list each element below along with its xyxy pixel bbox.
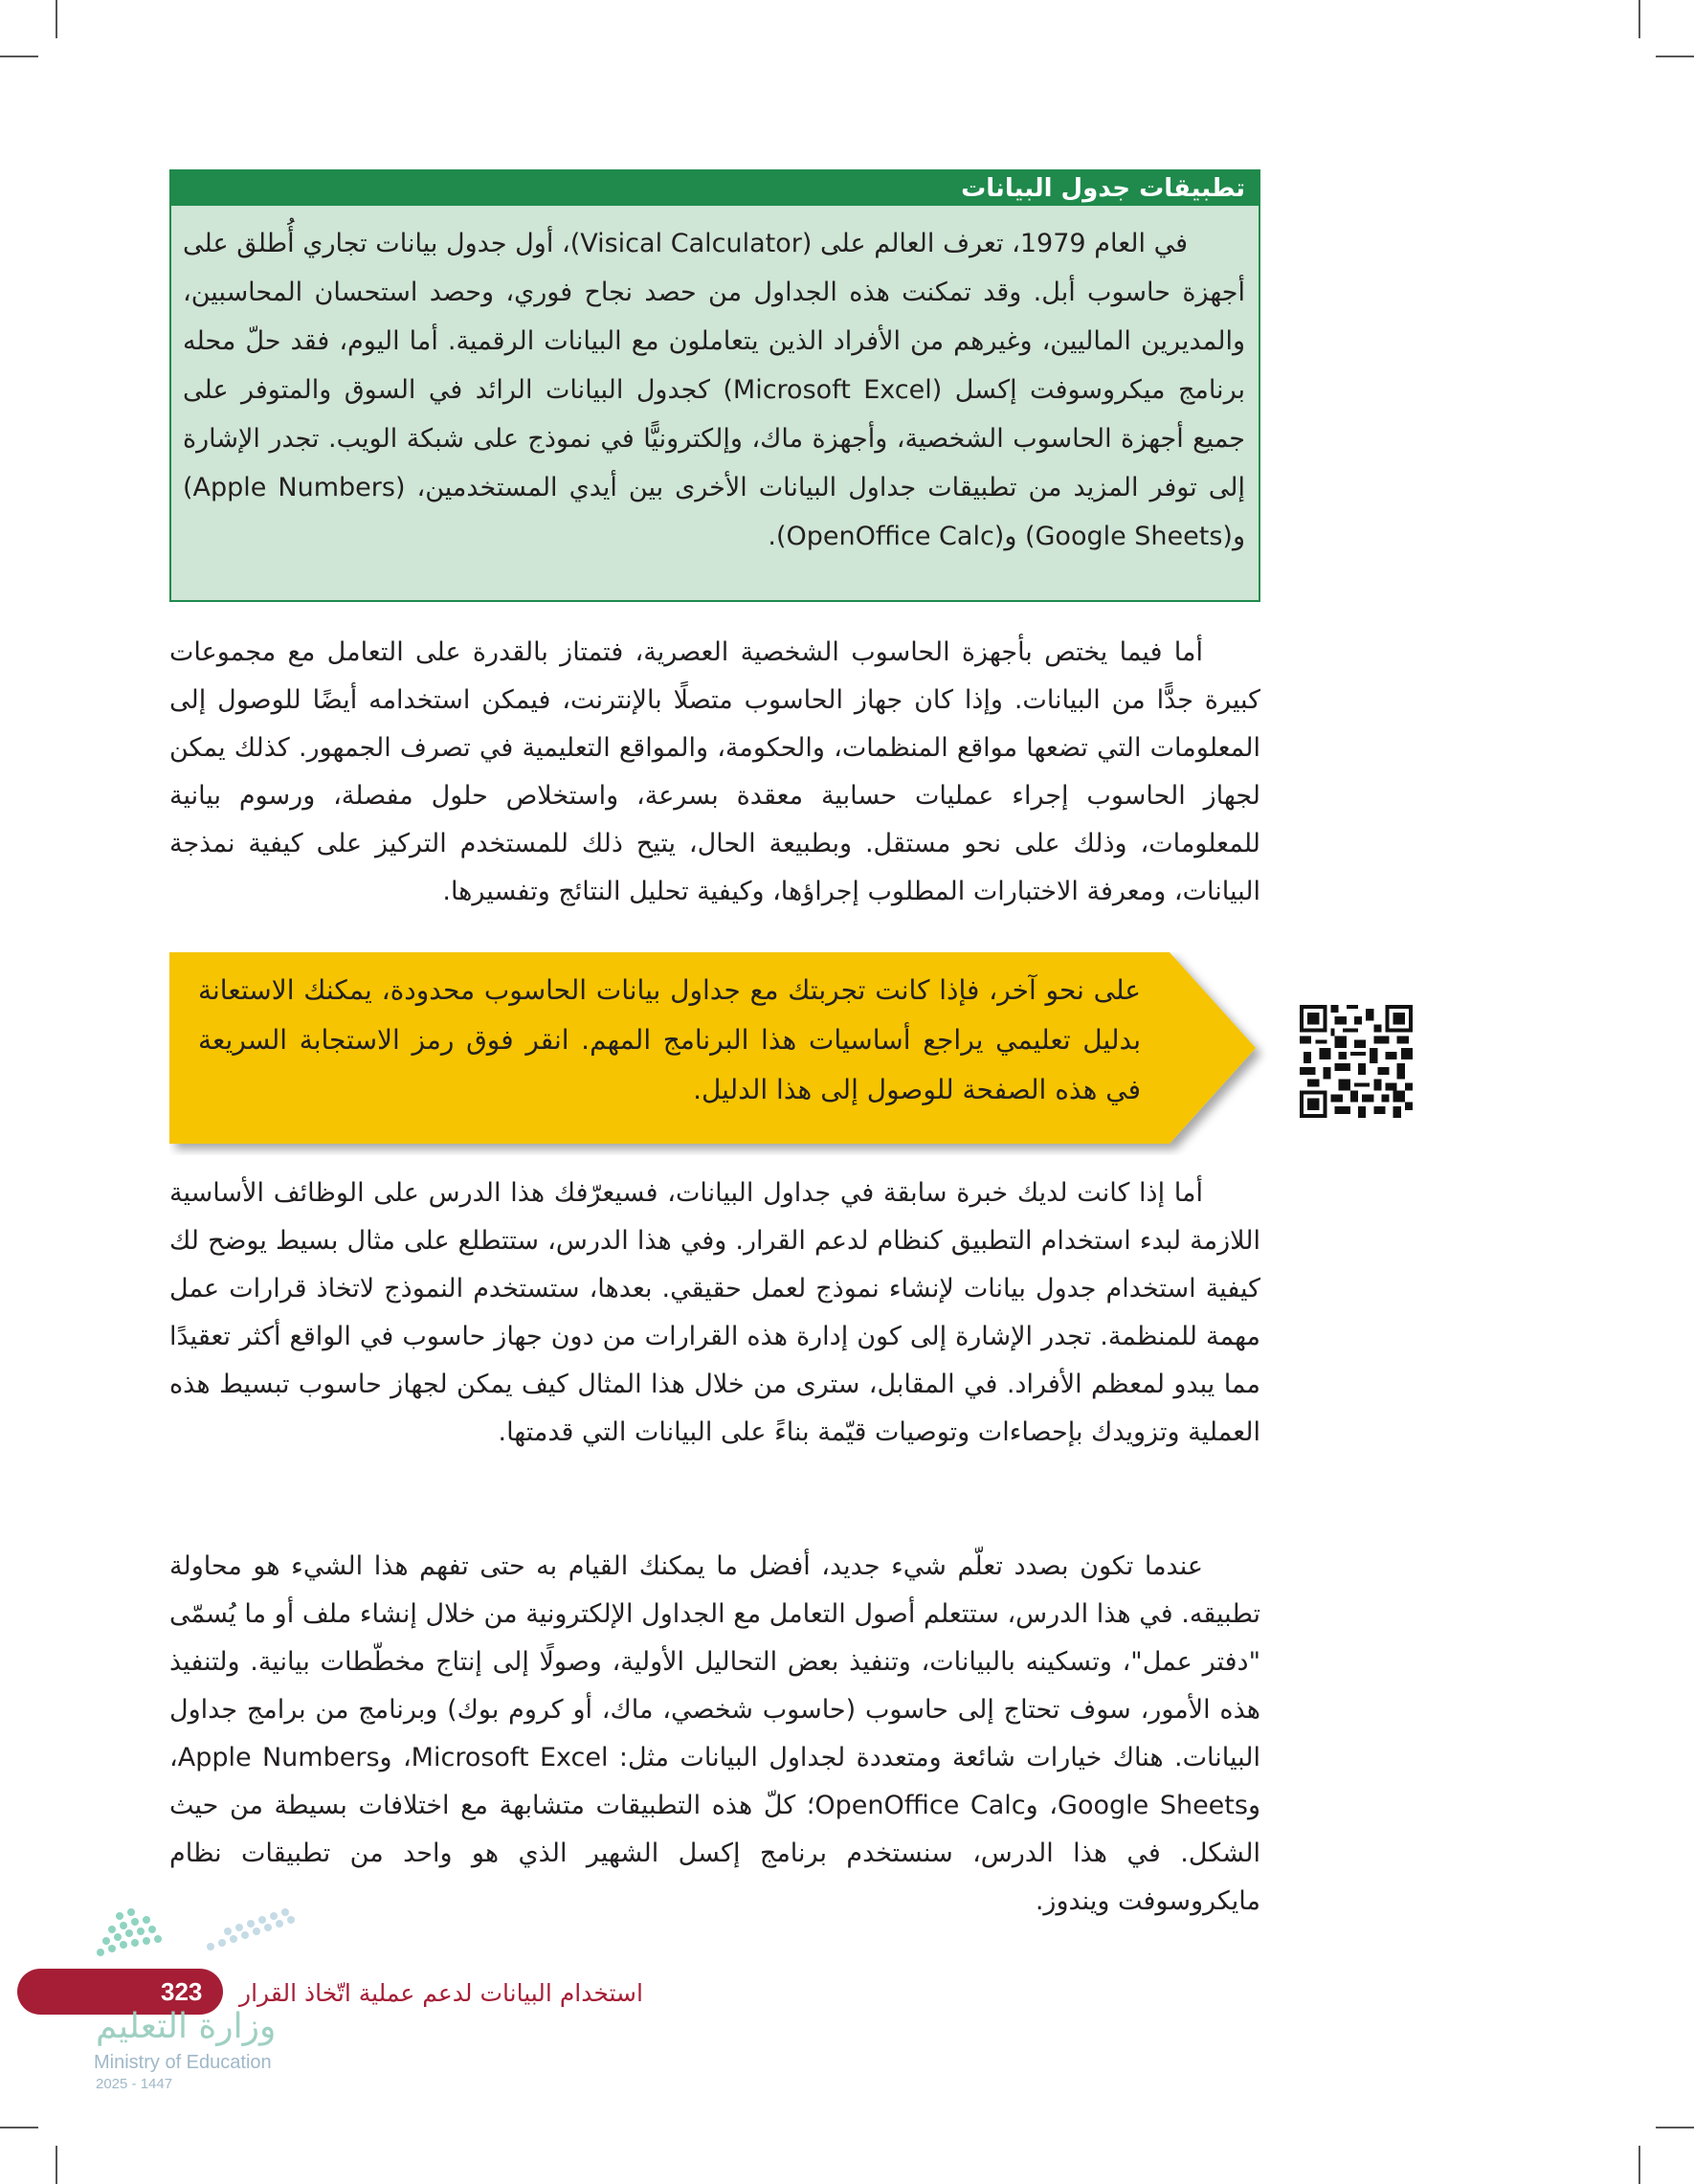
body-paragraph-1: أما فيما يختص بأجهزة الحاسوب الشخصية العصرية، فتمتاز بالقدرة على التعامل مع مجموعات كبيرة جدًّا من البيانات. وإذا كان جهاز الحاسوب متصلًا بالإنترنت، فيمكن استخدامه أيضًا للوصول إلى المعلومات التي تضعها مواقع المنظمات، والحكومة، والمواقع التعليمية في تصرف الجمهور. كذلك يمكن لجهاز الحاسوب إجراء عمليات حسابية معقدة بسرعة، واستخلاص حلول مفصلة، ورسوم بيانية للمعلومات، وذلك على نحو مستقل. وبطبيعة الحال، يتيح ذلك للمستخدم التركيز على كيفية نمذجة البيانات، ومعرفة الاختبارات المطلوب إجراؤها، وكيفية تحليل النتائج وتفسيرها.	[169, 637, 1260, 906]
sidebar-box	[169, 169, 1260, 602]
body-paragraph-3: عندما تكون بصدد تعلّم شيء جديد، أفضل ما يمكنك القيام به حتى تفهم هذا الشيء هو محاولة تطبيقه. في هذا الدرس، ستتعلم أصول التعامل مع الجداول الإلكترونية من خلال إنشاء ملف أو ما يُسمّى "دفتر عمل"، وتسكينه بالبيانات، وتنفيذ بعض التحاليل الأولية، وصولًا إلى إنتاج مخطّطات بيانية. ولتنفيذ هذه الأمور، سوف تحتاج إلى حاسوب (حاسوب شخصي، ماك، أو كروم بوك) وبرنامج من برامج جداول البيانات. هناك خيارات شائعة ومتعددة لجداول البيانات مثل: Microsoft Excel، وApple Numbers، وGoogle Sheets، وOpenOffice Calc؛ كلّ هذه التطبيقات متشابهة مع اختلافات بسيطة من حيث الشكل. في هذا الدرس، سنستخدم برنامج إكسل الشهير الذي هو واحد من تطبيقات نظام مايكروسوفت ويندوز.	[169, 1551, 1260, 1916]
callout-text: على نحو آخر، فإذا كانت تجربتك مع جداول بيانات الحاسوب محدودة، يمكنك الاستعانة بدليل تعليمي يراجع أساسيات هذا البرنامج المهم. انقر فوق رمز الاستجابة السريعة في هذه الصفحة للوصول إلى هذا الدليل.	[198, 974, 1141, 1105]
crop-mark	[1656, 2127, 1694, 2128]
sidebar-text: في العام 1979، تعرف العالم على (Visical Calculator)، أول جدول بيانات تجاري أُطلق على أجهزة حاسوب أبل. وقد تمكنت هذه الجداول من حصد نجاح فوري، وحصد استحسان المحاسبين، والمديرين الماليين، وغيرهم من الأفراد الذين يتعاملون مع البيانات الرقمية. أما اليوم، فقد حلّ محله برنامج ميكروسوفت إكسل (Microsoft Excel) كجدول البيانات الرائد في السوق والمتوفر على جميع أجهزة الحاسوب الشخصية، وأجهزة ماك، وإلكترونيًّا في نموذج على شبكة الويب. تجدر الإشارة إلى توفر المزيد من تطبيقات جداول البيانات الأخرى بين أيدي المستخدمين، (Apple Numbers) و(Google Sheets) و(OpenOffice Calc).	[183, 229, 1245, 551]
crop-mark	[1638, 0, 1640, 38]
crop-mark	[1656, 56, 1694, 57]
page-number: 323	[161, 1977, 203, 2006]
crop-mark	[56, 0, 57, 38]
ministry-year: 2025 - 1447	[96, 2076, 173, 2092]
sidebar-title: تطبيقات جدول البيانات	[961, 174, 1245, 203]
body-paragraph-2: أما إذا كانت لديك خبرة سابقة في جداول البيانات، فسيعرّفك هذا الدرس على الوظائف الأساسية اللازمة لبدء استخدام التطبيق كنظام لدعم القرار. وفي هذا الدرس، ستتطلع على مثال بسيط يوضح لك كيفية استخدام جدول بيانات لإنشاء نموذج لعمل حقيقي. بعدها، ستستخدم النموذج لاتخاذ قرارات عمل مهمة للمنظمة. تجدر الإشارة إلى كون إدارة هذه القرارات من دون جهاز حاسوب في الواقع أكثر تعقيدًا مما يبدو لمعظم الأفراد. في المقابل، سترى من خلال هذا المثال كيف يمكن لجهاز حاسوب تبسيط هذه العملية وتزويدك بإحصاءات وتوصيات قيّمة بناءً على البيانات التي قدمتها.	[169, 1178, 1260, 1447]
ministry-name-english: Ministry of Education	[94, 2052, 272, 2073]
crop-mark	[56, 2146, 57, 2184]
ministry-name-arabic: وزارة التعليم	[96, 2007, 277, 2046]
callout-box	[169, 952, 1270, 1155]
crop-mark	[0, 56, 38, 57]
crop-mark	[1638, 2146, 1640, 2184]
chapter-title: استخدام البيانات لدعم عملية اتّخاذ القرار	[239, 1979, 643, 2007]
qr-code-icon[interactable]	[1300, 1005, 1413, 1118]
sidebar-title-bar	[171, 171, 1259, 206]
ministry-logo-icon	[91, 1905, 306, 1962]
crop-mark	[0, 2127, 38, 2128]
